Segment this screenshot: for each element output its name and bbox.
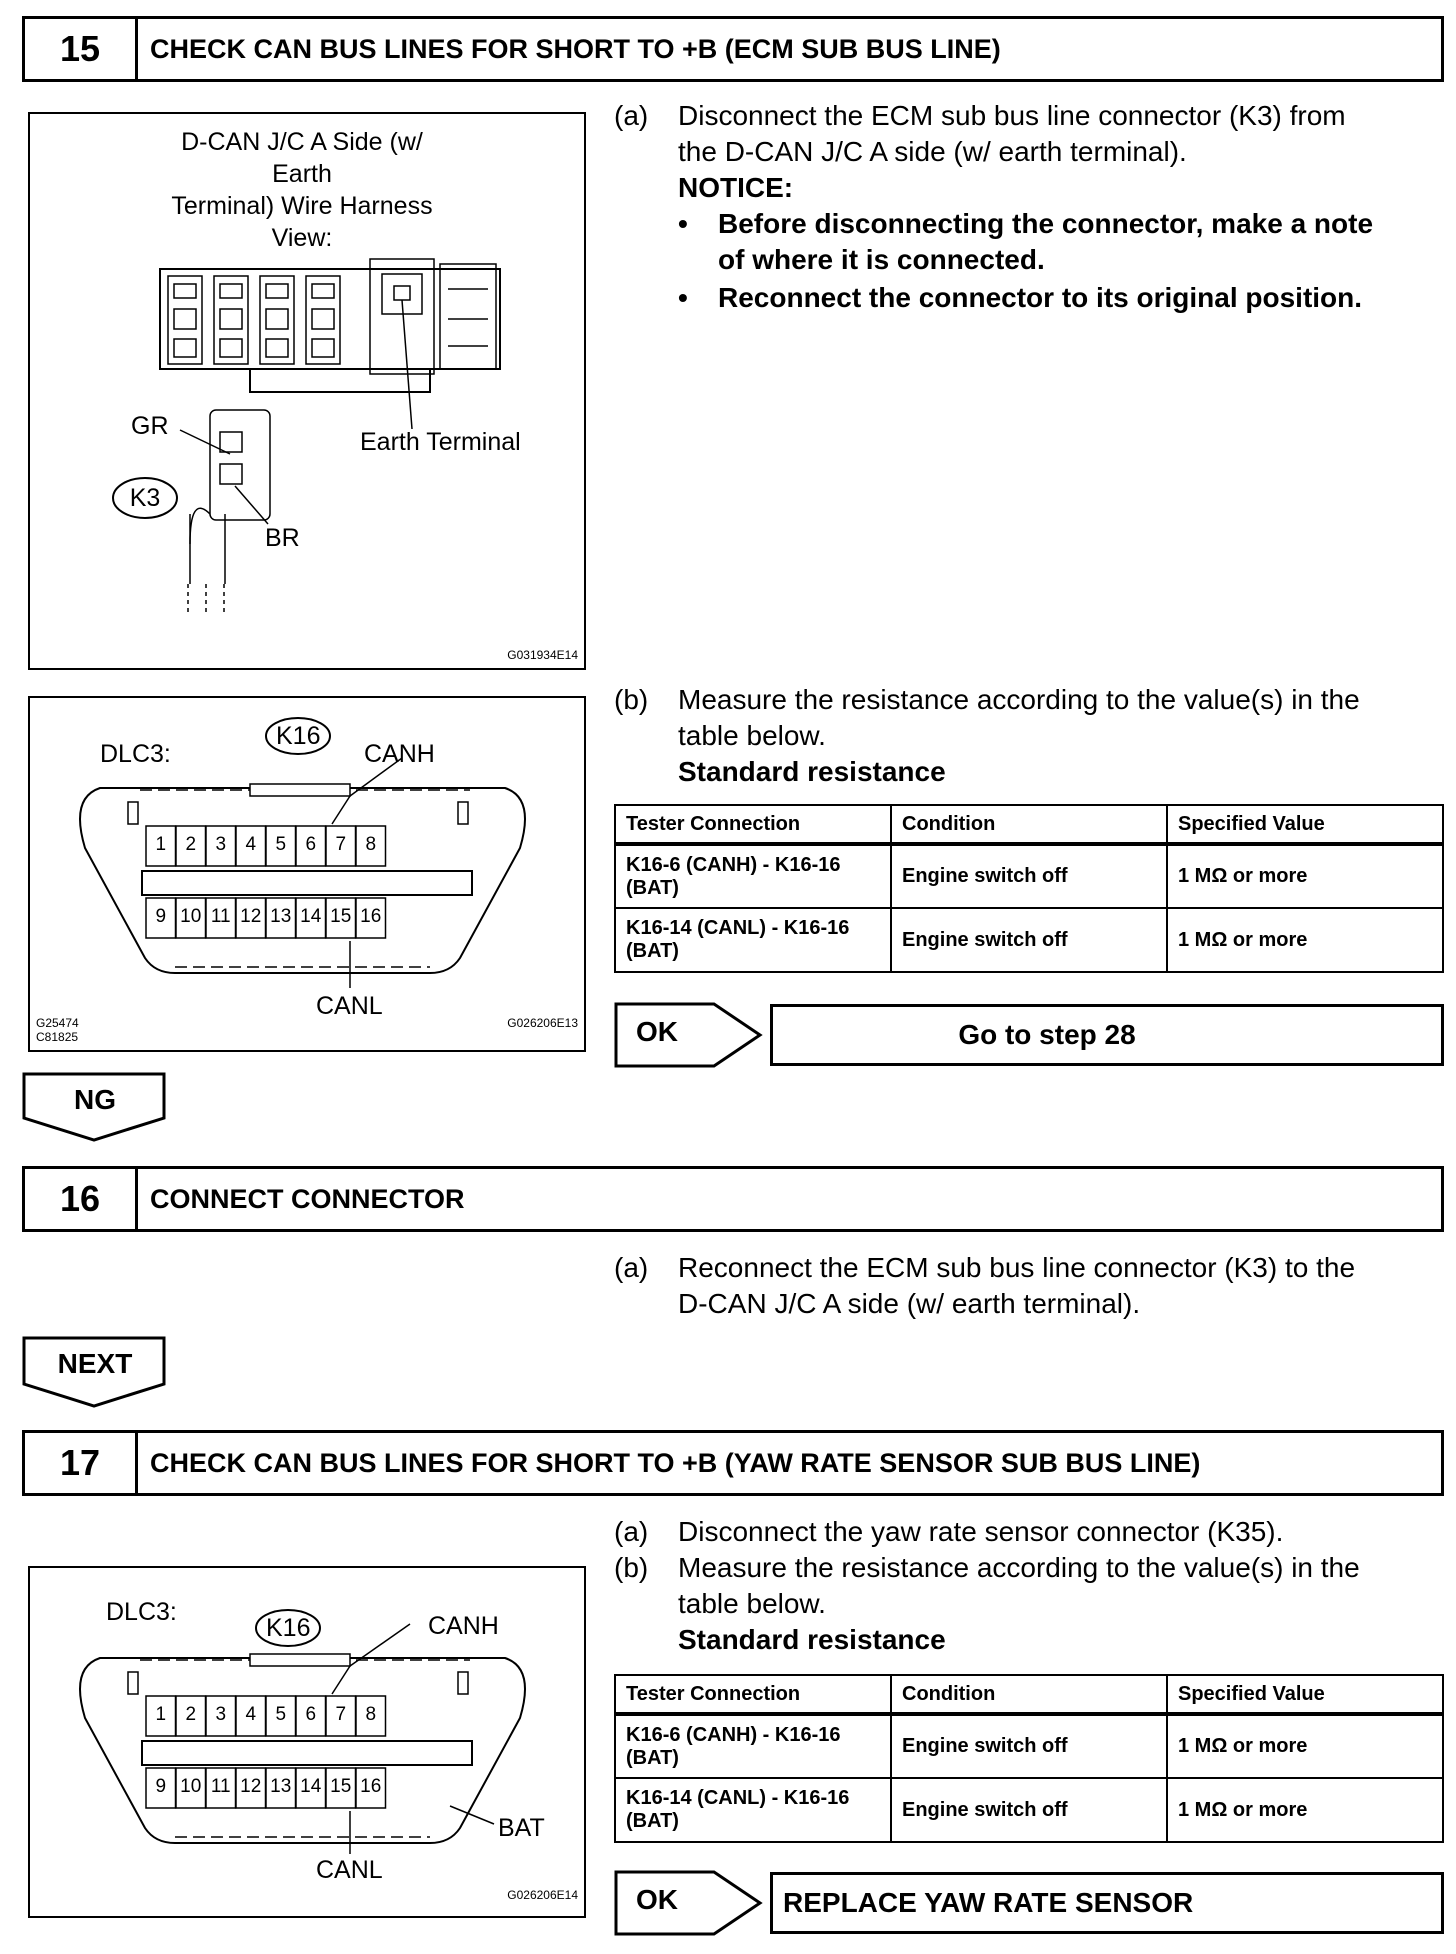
dlc3-pin-number: 13: [270, 906, 292, 927]
figure-code: G026206E13: [507, 1016, 578, 1030]
instruction-a: (a) Disconnect the ECM sub bus line connector (K3) from the D-CAN J/C A side (w/ earth terminal). NOTICE:: [614, 98, 1434, 158]
standard-resistance-label: Standard resistance: [678, 1624, 946, 1655]
table-cell: K16-14 (CANL) - K16-16 (BAT): [615, 908, 891, 972]
table-header: Specified Value: [1167, 1675, 1443, 1714]
dlc3-pin-number: 7: [335, 1704, 347, 1725]
dlc3-pin-number: 9: [155, 906, 167, 927]
dlc3-pin-number: 16: [360, 1776, 382, 1797]
table-cell: Engine switch off: [891, 908, 1167, 972]
table-header: Tester Connection: [615, 805, 891, 844]
resistance-table: [614, 1674, 1444, 1843]
dlc3-pin-number: 5: [275, 834, 287, 855]
step-17-header: [22, 1430, 1444, 1496]
figure-code: C81825: [36, 1030, 79, 1044]
table-row: [615, 1714, 1443, 1778]
dlc3-pin-number: 8: [365, 1704, 377, 1725]
dlc3-pin-number: 6: [305, 834, 317, 855]
dlc3-figure: [28, 696, 586, 1052]
canl-label: CANL: [316, 1856, 383, 1884]
dlc3-pin-number: 15: [330, 1776, 352, 1797]
table-cell: 1 MΩ or more: [1167, 1778, 1443, 1842]
table-header: Tester Connection: [615, 1675, 891, 1714]
step-15-header: [22, 16, 1444, 82]
step-number: 16: [25, 1169, 138, 1229]
table-cell: K16-6 (CANH) - K16-16 (BAT): [615, 1714, 891, 1778]
instruction-b: (b) Measure the resistance according to the value(s) in the table below. Standard resistance: [614, 682, 1434, 792]
connector-k16-label: K16: [276, 722, 321, 750]
table-cell: K16-6 (CANH) - K16-16 (BAT): [615, 844, 891, 908]
ok-label[interactable]: OK: [636, 1884, 678, 1915]
table-cell: 1 MΩ or more: [1167, 844, 1443, 908]
table-cell: Engine switch off: [891, 844, 1167, 908]
table-cell: 1 MΩ or more: [1167, 1714, 1443, 1778]
dlc3-pin-number: 1: [155, 1704, 167, 1725]
dlc3-pin-number: 12: [240, 1776, 262, 1797]
dlc3-pin-number: 14: [300, 1776, 322, 1797]
dlc3-pin-number: 14: [300, 906, 322, 927]
step-title: CONNECT CONNECTOR: [150, 1183, 465, 1214]
table-header: Condition: [891, 1675, 1167, 1714]
canh-label: CANH: [428, 1612, 499, 1640]
dlc3-pin-number: 11: [210, 906, 231, 927]
step-16-header: [22, 1166, 1444, 1232]
table-row: [615, 1778, 1443, 1842]
jc-connector-figure: [28, 112, 586, 670]
instruction-a: (a) Disconnect the yaw rate sensor connector (K35).: [614, 1516, 1284, 1547]
table-row: [615, 844, 1443, 908]
dlc3-pin-number: 10: [180, 1776, 202, 1797]
table-row: [615, 908, 1443, 972]
wire-gr-label: GR: [131, 412, 169, 440]
ng-label[interactable]: NG: [74, 1084, 116, 1115]
step-number: 17: [25, 1433, 138, 1493]
dlc3-pin-number: 6: [305, 1704, 317, 1725]
dlc3-pin-number: 15: [330, 906, 352, 927]
table-header: Specified Value: [1167, 805, 1443, 844]
dlc3-pin-number: 16: [360, 906, 382, 927]
figure-code: G026206E14: [507, 1888, 578, 1902]
dlc3-pin-number: 7: [335, 834, 347, 855]
connector-k3-label: K3: [129, 484, 161, 512]
dlc3-pin-number: 4: [245, 834, 257, 855]
dlc3-label: DLC3:: [106, 1598, 177, 1626]
jc-connector-diagram: [30, 114, 584, 668]
wire-br-label: BR: [265, 524, 300, 552]
dlc3-pin-number: 1: [155, 834, 167, 855]
instruction-b: (b) Measure the resistance according to the value(s) in the table below. Standard resistance: [614, 1550, 1434, 1660]
dlc3-pin-number: 4: [245, 1704, 257, 1725]
dlc3-pin-number: 2: [185, 1704, 197, 1725]
dlc3-pin-number: 12: [240, 906, 262, 927]
figure-caption: D-CAN J/C A Side (w/ Earth: [181, 128, 423, 188]
dlc3-label: DLC3:: [100, 740, 171, 768]
standard-resistance-label: Standard resistance: [678, 756, 946, 787]
instruction-a: (a) Reconnect the ECM sub bus line connector (K3) to the D-CAN J/C A side (w/ earth terminal).: [614, 1252, 1356, 1319]
figure-code: G031934E14: [507, 648, 578, 662]
earth-terminal-label: Earth Terminal: [360, 428, 521, 456]
notice-bullet: • Reconnect the connector to its original position.: [678, 282, 1363, 313]
ok-label[interactable]: OK: [636, 1016, 678, 1047]
ok-result-box[interactable]: [770, 1004, 1444, 1066]
figure-code: G25474: [36, 1016, 79, 1030]
dlc3-pin-number: 3: [215, 1704, 227, 1725]
next-label[interactable]: NEXT: [57, 1348, 133, 1379]
step-number: 15: [25, 19, 138, 79]
canl-label: CANL: [316, 992, 383, 1020]
dlc3-pin-number: 8: [365, 834, 377, 855]
connector-k16-label: K16: [266, 1614, 311, 1642]
dlc3-figure: [28, 1566, 586, 1918]
dlc3-pin-number: 11: [210, 1776, 231, 1797]
dlc3-pin-number: 3: [215, 834, 227, 855]
figure-caption: Terminal) Wire Harness View:: [171, 192, 433, 252]
canh-label: CANH: [364, 740, 435, 768]
step-title: CHECK CAN BUS LINES FOR SHORT TO +B (ECM SUB BUS LINE): [150, 33, 1001, 64]
table-header: Condition: [891, 805, 1167, 844]
table-cell: K16-14 (CANL) - K16-16 (BAT): [615, 1778, 891, 1842]
notice-bullet: • Before disconnecting the connector, make a note of where it is connected.: [678, 208, 1374, 275]
table-cell: Engine switch off: [891, 1778, 1167, 1842]
dlc3-pin-number: 10: [180, 906, 202, 927]
dlc3-pin-number: 5: [275, 1704, 287, 1725]
dlc3-pin-number: 13: [270, 1776, 292, 1797]
table-cell: Engine switch off: [891, 1714, 1167, 1778]
bat-label: BAT: [498, 1814, 545, 1842]
dlc3-pin-number: 2: [185, 834, 197, 855]
dlc3-pin-number: 9: [155, 1776, 167, 1797]
notice-label: NOTICE:: [678, 172, 794, 203]
ok-result-text: REPLACE YAW RATE SENSOR: [783, 1887, 1194, 1918]
ok-result-text: Go to step 28: [958, 1019, 1136, 1050]
table-cell: 1 MΩ or more: [1167, 908, 1443, 972]
resistance-table: [614, 804, 1444, 973]
ok-result-box[interactable]: [770, 1872, 1444, 1934]
step-title: CHECK CAN BUS LINES FOR SHORT TO +B (YAW RATE SENSOR SUB BUS LINE): [150, 1447, 1201, 1478]
